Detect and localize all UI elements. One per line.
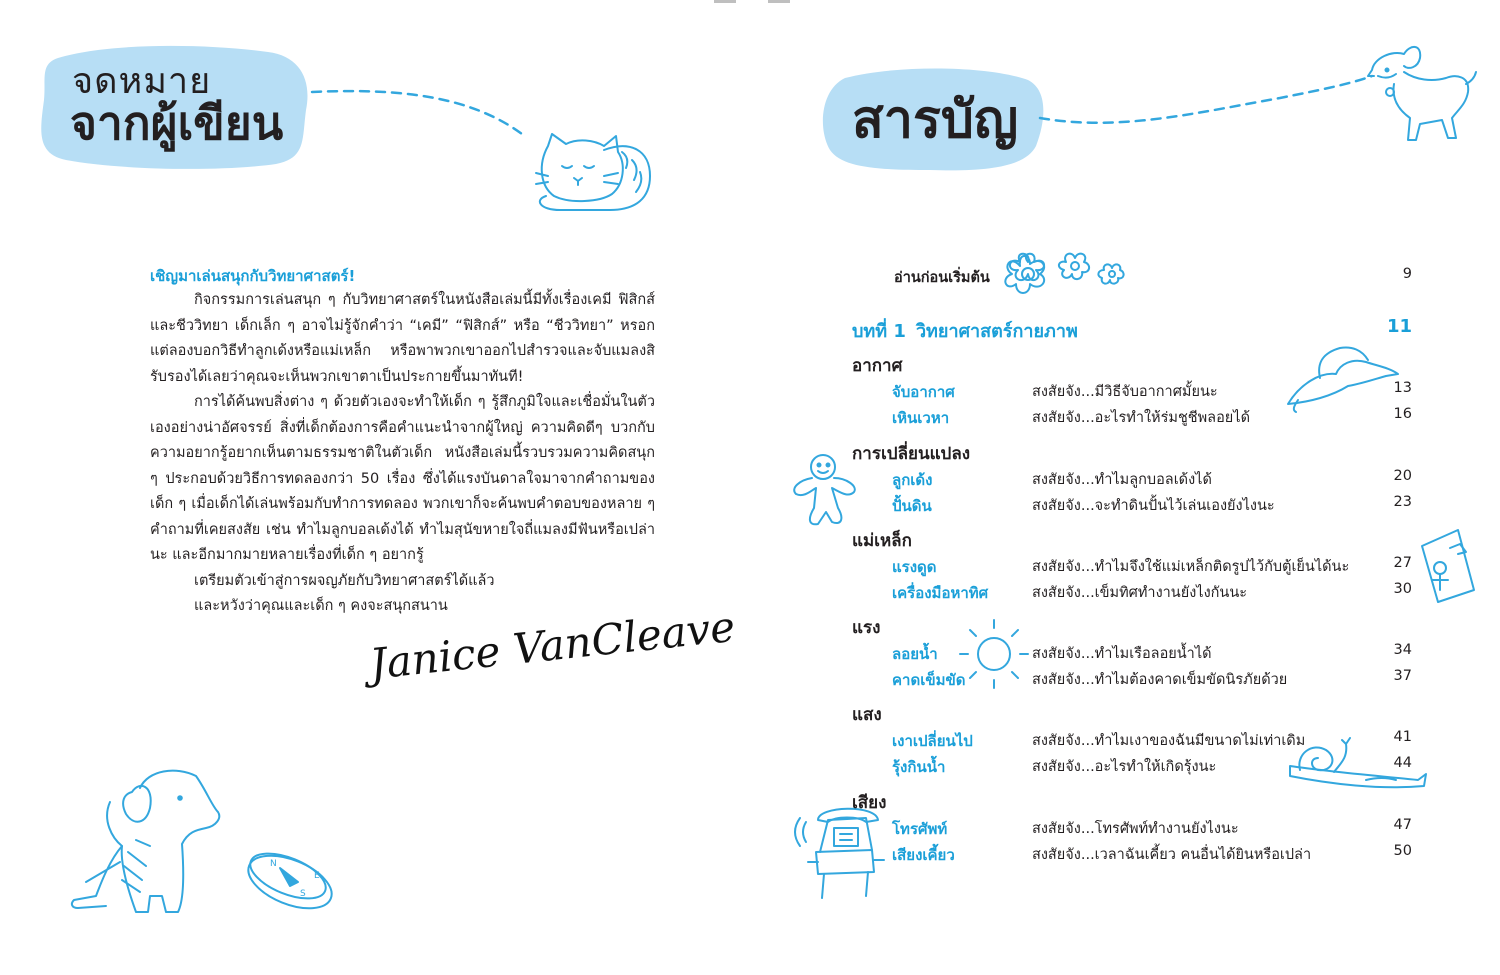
toc-entry-page: 34 — [1393, 642, 1412, 658]
toc-entry-title: รุ้งกินน้ำ — [892, 758, 946, 776]
toc-section-heading: อากาศ — [852, 356, 903, 376]
cat-doodle — [536, 134, 650, 210]
toc-entry-desc: สงสัยจัง...เข็มทิศทำงานยังไงกันนะ — [1032, 585, 1248, 601]
toc-entry-page: 37 — [1393, 668, 1412, 684]
toc-intro-page: 9 — [1402, 266, 1412, 282]
puppy-doodle — [72, 771, 219, 912]
toc-intro-title: อ่านก่อนเริ่มต้น — [894, 270, 990, 286]
svg-text:E: E — [314, 871, 320, 881]
letter-title-line1: จดหมาย — [72, 61, 212, 102]
author-signature: Janice VanCleave — [367, 601, 738, 689]
toc-entry — [852, 642, 1412, 668]
toc-entry — [852, 494, 1412, 520]
chapter-page: 11 — [1386, 316, 1412, 337]
svg-text:N: N — [270, 859, 277, 869]
toc-entry-title: เงาเปลี่ยนไป — [892, 732, 973, 750]
chapter-heading — [852, 316, 1078, 345]
toc-entry-page: 20 — [1393, 468, 1412, 484]
toc-entry-title: ลอยน้ำ — [892, 645, 938, 663]
toc-entry-title: เครื่องมือหาทิศ — [892, 584, 989, 602]
toc-entry-desc: สงสัยจัง...ทำไมลูกบอลเด้งได้ — [1032, 472, 1212, 488]
toc-entry-page: 23 — [1393, 494, 1412, 510]
toc-entry — [852, 729, 1412, 755]
toc-entry — [852, 755, 1412, 781]
toc-entry-desc: สงสัยจัง...จะทำดินปั้นไว้เล่นเองยังไงนะ — [1032, 498, 1275, 514]
compass-doodle — [241, 844, 339, 919]
toc-entry-page: 41 — [1393, 729, 1412, 745]
toc-entry-page: 27 — [1393, 555, 1412, 571]
toc-entry-desc: สงสัยจัง...โทรศัพท์ทำงานยังไงนะ — [1032, 821, 1239, 837]
toc-entry-title: โทรศัพท์ — [892, 820, 948, 838]
toc-entry-title: แรงดูด — [892, 558, 937, 576]
toc-entry — [852, 406, 1412, 432]
toc-entry-title: เสียงเคี้ยว — [892, 846, 955, 864]
toc-entry-desc: สงสัยจัง...เวลาฉันเคี้ยว คนอื่นได้ยินหรือเปล่า — [1032, 847, 1312, 863]
toc-entry — [852, 817, 1412, 843]
dog-doodle — [1368, 47, 1476, 140]
toc-entry — [852, 380, 1412, 406]
toc-section-heading: แรง — [852, 618, 881, 638]
toc-section-heading: การเปลี่ยนแปลง — [852, 444, 971, 464]
letter-paragraph: กิจกรรมการเล่นสนุก ๆ กับวิทยาศาสตร์ในหนังสือเล่มนี้มีทั้งเรื่องเคมี ฟิสิกส์และชีววิทยา เด็กเล็ก ๆ อาจไม่รู้จักคำว่า “เคมี” “ฟิสิกส์” หรือ “ชีววิทยา” หรอกแต่ลองบอกวิธีทำลูกเด้งหรือแม่เหล็ก หรือพาพวกเขาออกไปสำรวจและจับแมลงสิ รับรองได้เลยว่าคุณจะเห็นพวกเขาตาเป็นประกายขึ้นมาทันที! — [150, 292, 655, 385]
chapter-title: วิทยาศาสตร์กายภาพ — [915, 321, 1078, 342]
toc-entry — [852, 843, 1412, 869]
toc-entry — [852, 668, 1412, 694]
toc-entry-desc: สงสัยจัง...ทำไมเรือลอยน้ำได้ — [1032, 646, 1212, 662]
toc-entry-page: 44 — [1393, 755, 1412, 771]
dashed-line-left — [312, 91, 522, 134]
toc-entry-page: 30 — [1393, 581, 1412, 597]
toc-entry-desc: สงสัยจัง...อะไรทำให้ร่มชูชีพลอยได้ — [1032, 410, 1250, 426]
toc-entry-page: 50 — [1393, 843, 1412, 859]
toc-entry-page: 16 — [1393, 406, 1412, 422]
toc-entry-title: เหินเวหา — [892, 409, 950, 427]
toc-entry — [852, 555, 1412, 581]
toc-entry-title: ปั้นดิน — [892, 497, 932, 515]
letter-paragraph: การได้ค้นพบสิ่งต่าง ๆ ด้วยตัวเองจะทำให้เด็ก ๆ รู้สึกภูมิใจและเชื่อมั่นในตัวเองอย่างน่าอัศจรรย์ สิ่งที่เด็กต้องการคือคำแนะนำจากผู้ใหญ่ ความคิดดีๆ บวกกับความอยากรู้อยากเห็นตามธรรมชาติในตัวเด็ก หนังสือเล่มนี้รวบรวมความคิดสนุก ๆ ประกอบด้วยวิธีการทดลองกว่า 50 เรื่อง ซึ่งได้แรงบันดาลใจมาจากคำถามของเด็ก ๆ เมื่อเด็กได้เล่นพร้อมกับทำการทดลอง พวกเขาก็จะค้นพบคำตอบของหลาย ๆ คำถามที่เคยสงสัย เช่น ทำไมลูกบอลเด้งได้ ทำไมสุนัขหายใจถี่แมลงมีฟันหรือเปล่านะ และอีกมากมายหลายเรื่องที่เด็ก ๆ อยากรู้ — [150, 394, 655, 563]
toc-entry-page: 13 — [1393, 380, 1412, 396]
gingerbread-doodle — [794, 455, 855, 524]
drawing-doodle — [1422, 530, 1474, 602]
toc-entry-desc: สงสัยจัง...มีวิธีจับอากาศมั้ยนะ — [1032, 384, 1218, 400]
svg-text:S: S — [300, 889, 306, 899]
contents-title: สารบัญ — [852, 90, 1019, 150]
letter-title-line2: จากผู้เขียน — [70, 96, 284, 150]
letter-paragraph: เตรียมตัวเข้าสู่การผจญภัยกับวิทยาศาสตร์ได้แล้ว — [194, 572, 495, 589]
letter-paragraph: และหวังว่าคุณและเด็ก ๆ คงจะสนุกสนาน — [194, 598, 448, 614]
toc-entry-desc: สงสัยจัง...ทำไมจึงใช้แม่เหล็กติดรูปไว้กับตู้เย็นได้นะ — [1032, 559, 1350, 575]
chapter-label: บทที่ 1 — [852, 321, 906, 342]
toc-entry — [852, 468, 1412, 494]
toc-entry-title: ลูกเด้ง — [892, 471, 933, 489]
toc-entry-desc: สงสัยจัง...ทำไมต้องคาดเข็มขัดนิรภัยด้วย — [1032, 672, 1288, 688]
toc-section-heading: แสง — [852, 705, 882, 725]
toc-entry-desc: สงสัยจัง...อะไรทำให้เกิดรุ้งนะ — [1032, 759, 1217, 775]
toc-entry-desc: สงสัยจัง...ทำไมเงาของฉันมีขนาดไม่เท่าเดิม — [1032, 733, 1306, 749]
letter-body — [150, 288, 655, 620]
letter-heading: เชิญมาเล่นสนุกกับวิทยาศาสตร์! — [150, 267, 356, 285]
toc-entry-title: จับอากาศ — [892, 383, 955, 401]
toc-section-heading: เสียง — [852, 793, 887, 813]
toc-entry-page: 47 — [1393, 817, 1412, 833]
dashed-line-right — [1040, 76, 1372, 123]
flower-icon — [1005, 254, 1123, 293]
toc-entry-title: คาดเข็มขัด — [892, 671, 966, 689]
toc-section-heading: แม่เหล็ก — [852, 531, 912, 551]
toc-entry — [852, 581, 1412, 607]
